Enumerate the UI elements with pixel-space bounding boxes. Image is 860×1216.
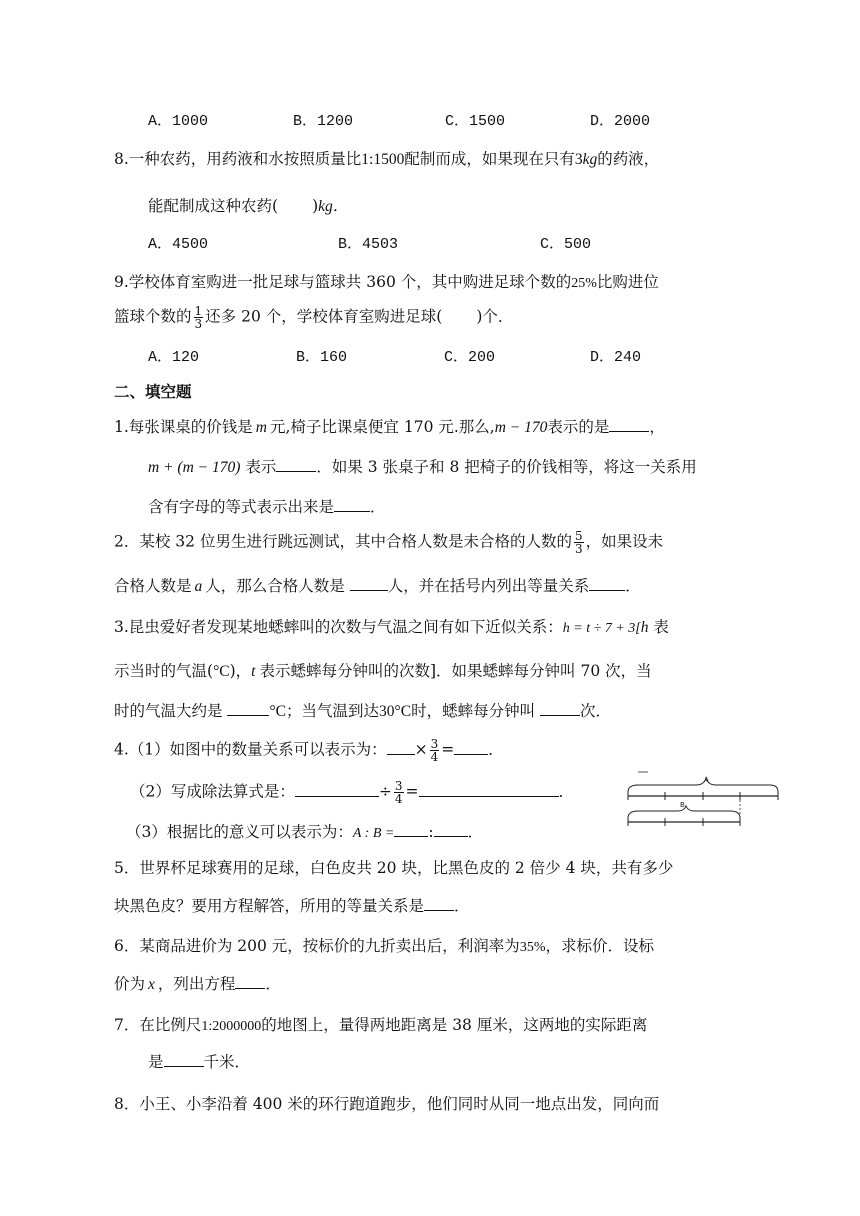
answer-blank[interactable] — [589, 576, 625, 591]
q8-line-2: 能配制成这种农药( )kg． — [148, 197, 349, 215]
f2-line-1 — [114, 530, 663, 555]
f4-ratio: A : B = — [352, 826, 395, 841]
f6-percent: 35% — [519, 940, 546, 955]
label-b: B — [680, 801, 685, 809]
q8-unit: kg． — [318, 198, 349, 215]
q8-option-b: B．4503 — [338, 236, 399, 253]
f3-formula: h = t ÷ 7 + 3[ — [562, 621, 641, 636]
var-m: m — [255, 419, 267, 436]
f2-text: 合格人数是 — [114, 577, 192, 595]
f7-text: 千米． — [203, 1053, 251, 1071]
f1-expr: m + (m − 170) — [148, 459, 241, 476]
f7-text: 7．在比例尺 — [114, 1016, 202, 1034]
f4-colon: : — [428, 823, 434, 841]
q9-text: 篮球个数的 — [114, 307, 192, 326]
f4-fraction: $\frac{3}{4}$ — [430, 737, 439, 764]
f3-text: 时，蟋蟀每分钟叫 — [411, 702, 536, 720]
label-a: A — [704, 776, 709, 784]
f3-text: 3.昆虫爱好者发现某地蟋蟀叫的次数与气温之间有如下近似关系： — [114, 618, 563, 636]
f3-text: 时的气温大约是 — [114, 702, 223, 720]
var-h: h — [640, 619, 649, 636]
f4-text: ． — [488, 740, 504, 759]
q7-option-d: D．2000 — [590, 113, 651, 130]
q9-option-a: A．120 — [148, 349, 200, 366]
f2-text: 人，并在括号内列出等量关系 — [387, 577, 590, 595]
f1-line-3 — [148, 496, 386, 518]
f1-text: 含有字母的等式表示出来是 — [148, 498, 335, 516]
f3-line-3 — [114, 700, 611, 723]
answer-blank[interactable] — [540, 701, 580, 716]
f3-text: )， — [229, 662, 252, 680]
f3-text: 示当时的气温( — [114, 662, 214, 680]
q8-ratio: 1:1500 — [361, 151, 405, 168]
f2-text: 2．某校 32 位男生进行跳远测试，其中合格人数是未合格的人数的 — [114, 532, 572, 551]
q7-option-a: A．1000 — [148, 113, 209, 130]
f6-text: 6．某商品进价为 200 元，按标价的九折卖出后，利润率为 — [114, 937, 520, 955]
f1-text: ， — [649, 418, 665, 436]
f5-line-2 — [114, 895, 470, 917]
f3-text: 表示蟋蟀每分钟叫的次数]．如果蟋蟀每分钟叫 70 次，当 — [259, 662, 652, 680]
f1-text: ． — [370, 498, 386, 516]
f4-fraction: $\frac{3}{4}$ — [394, 779, 403, 806]
answer-blank[interactable] — [334, 497, 370, 512]
f3-text: ；当气温到达 — [286, 702, 380, 720]
f2-text: 人，那么合格人数是 — [205, 577, 345, 595]
f5-line-1: 5．世界杯足球赛用的足球，白色皮共 20 块，比黑色皮的 2 倍少 4 块，共有多少 — [114, 859, 674, 877]
q9-text: 还多 20 个，学校体育室购进足球 — [205, 307, 437, 326]
var-a: a — [194, 578, 203, 595]
f5-text: 块黑色皮？要用方程解答，所用的等量关系是 — [114, 897, 425, 915]
answer-blank[interactable] — [164, 1052, 204, 1067]
f4-line-2 — [130, 780, 574, 805]
f1-text: ．如果 3 张桌子和 8 把椅子的价钱相等，将这一关系用 — [316, 458, 697, 476]
answer-blank[interactable] — [419, 782, 559, 797]
q9-percent: 25% — [571, 276, 597, 291]
q7-option-b: B．1200 — [293, 113, 354, 130]
answer-blank[interactable] — [454, 740, 488, 755]
f1-text: 表示 — [245, 458, 277, 476]
f7-text: 的地图上，量得两地距离是 38 厘米，这两地的实际距离 — [261, 1016, 648, 1034]
f6-line-1 — [114, 935, 654, 959]
q7-option-c: C．1500 — [445, 113, 506, 130]
q9-option-d: D．240 — [590, 349, 642, 366]
q9-option-c: C．200 — [444, 349, 496, 366]
answer-blank[interactable] — [387, 740, 415, 755]
f1-text: 1.每张课桌的价钱是 — [114, 418, 253, 436]
answer-blank[interactable] — [609, 417, 649, 432]
f7-text: 是 — [148, 1053, 164, 1071]
f1-text: 元,椅子比课桌便宜 170 元.那么, — [270, 418, 495, 436]
f3-temp: 30°C — [379, 703, 412, 720]
q9-fraction: $\frac{1}{3}$ — [194, 304, 203, 331]
f1-expr: m − 170 — [494, 419, 548, 436]
answer-blank[interactable] — [276, 457, 316, 472]
q9-option-b: B．160 — [296, 349, 348, 366]
q8-option-a: A．4500 — [148, 236, 209, 253]
f1-line-1 — [114, 416, 665, 439]
q8-text: 8.一种农药，用药液和水按照质量比 — [114, 150, 362, 168]
f2-text: ． — [625, 577, 641, 595]
var-x: x — [148, 976, 155, 993]
f4-div: ÷ — [378, 782, 392, 801]
f2-line-2 — [114, 575, 641, 598]
f3-line-2 — [114, 660, 652, 683]
f6-text: 价为 — [114, 975, 146, 993]
f1-line-2 — [148, 456, 697, 479]
f3-degree: °C — [269, 703, 286, 720]
f6-text: ，列出方程 — [157, 975, 236, 993]
f6-text: ，求标价．设标 — [545, 937, 654, 955]
q9-text: 比购进位 — [596, 273, 659, 291]
f2-fraction: $\frac{5}{3}$ — [574, 529, 583, 556]
f7-scale: 1:2000000 — [201, 1019, 262, 1034]
f7-line-1 — [114, 1014, 647, 1038]
f5-text: ． — [454, 897, 470, 915]
answer-blank[interactable] — [394, 822, 428, 837]
answer-blank[interactable] — [227, 701, 269, 716]
f6-text: ． — [265, 975, 281, 993]
answer-blank[interactable] — [235, 974, 265, 989]
f4-eq: = — [405, 782, 419, 801]
q8-text: 配制而成，如果现在只有 — [404, 150, 575, 168]
answer-blank[interactable] — [295, 782, 379, 797]
f4-text: （2）写成除法算式是： — [130, 782, 295, 801]
f8-line-1: 8．小王、小李沿着 400 米的环行跑道跑步，他们同时从同一地点出发，同向而 — [114, 1095, 660, 1113]
f3-text: 次． — [580, 702, 612, 720]
q9-line-2: 篮球个数的 $\frac{1}{3}$ 还多 20 个，学校体育室购进足球( )个． — [114, 304, 514, 331]
f6-line-2 — [114, 973, 281, 996]
q8-text: 的药液， — [597, 150, 660, 168]
q9-line-1 — [114, 271, 659, 295]
answer-blank[interactable] — [350, 576, 388, 591]
f4-eq: = — [441, 740, 455, 759]
f3-line-1 — [114, 616, 669, 640]
f4-text: ． — [467, 823, 484, 841]
answer-blank[interactable] — [424, 896, 454, 911]
f3-degree: °C — [213, 663, 230, 680]
segment-diagram — [624, 770, 780, 842]
f7-line-2 — [148, 1051, 250, 1073]
q8-option-c: C．500 — [540, 236, 592, 253]
q8-unit: kg — [582, 151, 598, 168]
q8-line-1 — [114, 148, 659, 171]
f4-text: （3）根据比的意义可以表示为： — [126, 823, 353, 841]
f4-text: 4.（1）如图中的数量关系可以表示为： — [114, 740, 387, 759]
q8-amount: 3 — [574, 151, 583, 168]
f2-text: ，如果设未 — [585, 532, 664, 551]
var-t: t — [251, 663, 256, 680]
f3-text: 表 — [653, 618, 669, 636]
f4-line-3 — [126, 821, 483, 845]
f4-line-1 — [114, 738, 504, 763]
f4-text: ． — [558, 782, 575, 801]
f4-times: × — [414, 740, 428, 759]
answer-blank[interactable] — [434, 822, 468, 837]
f1-text: 表示的是 — [547, 418, 610, 436]
q9-text: 个． — [482, 307, 514, 326]
q8-text: 能配制成这种农药 — [148, 197, 273, 215]
section-title: 二、填空题 — [114, 383, 192, 401]
q9-text: 9.学校体育室购进一批足球与篮球共 360 个，其中购进足球个数的 — [114, 273, 572, 291]
